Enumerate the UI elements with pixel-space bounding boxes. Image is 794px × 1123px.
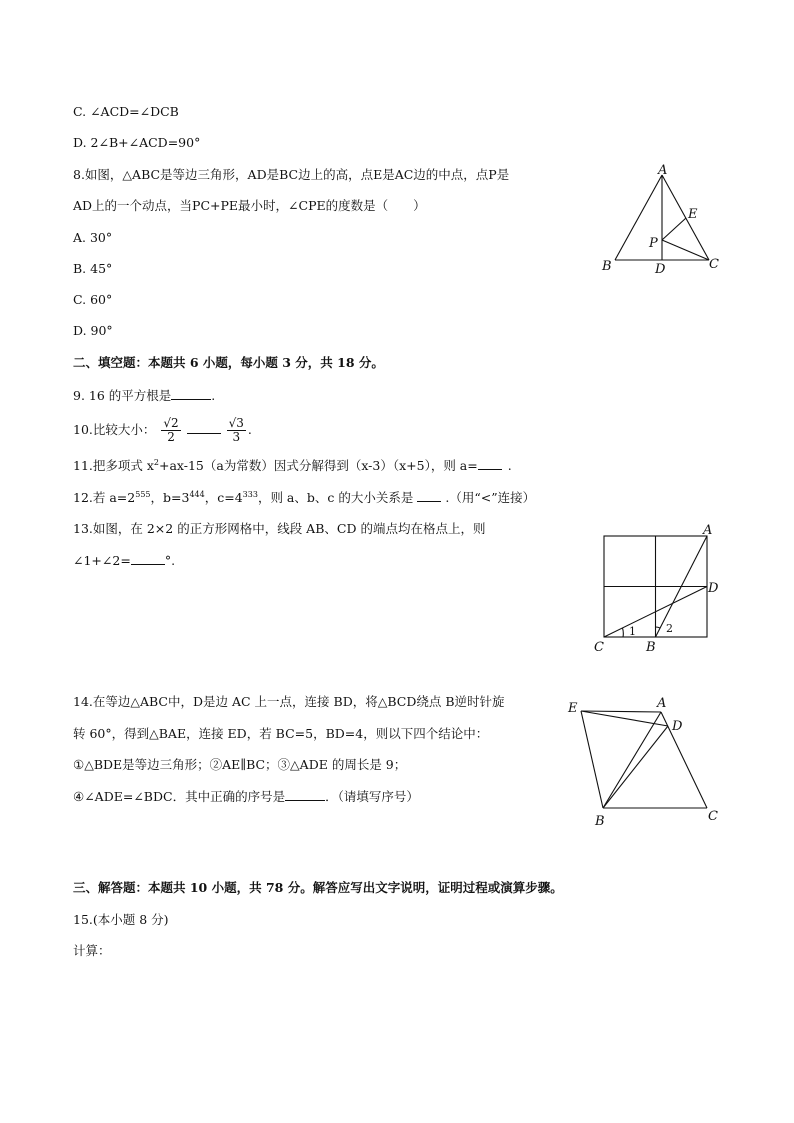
q10-line: [73, 413, 252, 447]
q12-line: [73, 489, 535, 506]
q8-option-a: A. 30°: [73, 230, 113, 245]
q8-label-a: A: [658, 163, 668, 178]
q13-stem-line2: [73, 552, 175, 569]
q12-exp-c: 333: [242, 489, 258, 499]
q12-text-2: ，b=3: [150, 490, 190, 505]
q9-answer-blank[interactable]: [171, 387, 211, 400]
q14-label-b: B: [595, 814, 605, 829]
q12-answer-blank[interactable]: [417, 489, 441, 502]
q14-rotation-figure: [562, 690, 727, 830]
q15-instruction: 计算：: [73, 943, 111, 958]
q13-label-b: B: [646, 640, 656, 655]
section3-heading: 三、解答题：本题共 10 小题，共 78 分。解答应写出文字说明，证明过程或演算步骤。: [73, 880, 563, 895]
q7-option-d: D. 2∠B+∠ACD=90°: [73, 135, 201, 150]
q7-option-c: C. ∠ACD=∠DCB: [73, 104, 179, 119]
q9-line: [73, 387, 215, 404]
q14-label-a: A: [657, 696, 667, 711]
q8-stem-line2: AD上的一个动点，当PC+PE最小时，∠CPE的度数是（ ）: [73, 198, 426, 213]
q9-text: 9. 16 的平方根是: [73, 388, 172, 403]
q10-fraction-1: $\frac{√2}{2}$: [163, 416, 179, 444]
q11-period: .: [507, 458, 512, 473]
q12-text-3: ，c=4: [204, 490, 243, 505]
q8-option-d: D. 90°: [73, 323, 113, 338]
section2-heading: 二、填空题：本题共 6 小题，每小题 3 分，共 18 分。: [73, 355, 384, 370]
q8-label-d: D: [655, 262, 666, 277]
q14-stem-line1: 14.在等边△ABC中，D是边 AC 上一点，连接 BD，将△BCD绕点 B逆时针旋: [73, 694, 505, 709]
q14-label-d: D: [672, 719, 683, 734]
q14-stem-line4: [73, 788, 419, 805]
q14-stem-line2: 转 60°，得到△BAE，连接 ED，若 BC=5，BD=4，则以下四个结论中：: [73, 726, 489, 741]
q12-text-1: 12.若 a=2: [73, 490, 136, 505]
q10-text: 10.比较大小：: [73, 422, 156, 437]
q10-period: .: [247, 422, 252, 437]
q13-angle-1: 1: [629, 625, 636, 638]
q13-stem-line1: 13.如图，在 2×2 的正方形网格中，线段 AB、CD 的端点均在格点上，则: [73, 521, 486, 536]
q12-exp-b: 444: [189, 489, 205, 499]
q8-triangle-figure: [596, 160, 726, 280]
q14-stem-line3: ①△BDE是等边三角形；②AE∥BC；③△ADE 的周长是 9；: [73, 757, 407, 772]
q13-answer-blank[interactable]: [131, 552, 165, 565]
q12-text-4: ，则 a、b、c 的大小关系是: [257, 490, 414, 505]
q12-text-5: .（用“<”连接）: [445, 490, 536, 505]
q14-label-c: C: [708, 809, 718, 824]
q10-answer-blank[interactable]: [187, 421, 221, 434]
q13-label-a: A: [703, 523, 713, 538]
q11-line: [73, 457, 512, 474]
q13-angle-2: 2: [666, 622, 673, 635]
q14-text-2: ．（请填写序号）: [325, 789, 419, 804]
q13-text-2: °.: [164, 553, 176, 568]
q12-exp-a: 555: [135, 489, 151, 499]
q11-text-2: +ax-15（a为常数）因式分解得到（x-3）（x+5），则 a=: [159, 458, 478, 473]
q14-label-e: E: [568, 701, 578, 716]
q13-label-d: D: [708, 581, 719, 596]
q8-label-c: C: [709, 257, 719, 272]
q8-option-c: C. 60°: [73, 292, 113, 307]
q8-option-b: B. 45°: [73, 261, 113, 276]
q8-label-b: B: [602, 259, 612, 274]
q15-title: 15.(本小题 8 分): [73, 912, 169, 927]
q14-answer-blank[interactable]: [285, 788, 325, 801]
q13-text-1: ∠1+∠2=: [73, 553, 131, 568]
q11-text-1: 11.把多项式 x: [73, 458, 154, 473]
q13-grid-figure: [590, 520, 725, 655]
q8-stem-line1: 8.如图，△ABC是等边三角形，AD是BC边上的高，点E是AC边的中点，点P是: [73, 167, 510, 182]
q11-exponent: 2: [153, 457, 159, 467]
q13-label-c: C: [594, 640, 604, 655]
q9-period: .: [211, 388, 216, 403]
q11-answer-blank[interactable]: [478, 457, 502, 470]
q14-text-1: ④∠ADE=∠BDC．其中正确的序号是: [73, 789, 286, 804]
q10-fraction-2: $\frac{√3}{3}$: [228, 416, 244, 444]
q8-label-e: E: [688, 207, 698, 222]
q8-label-p: P: [649, 236, 658, 251]
